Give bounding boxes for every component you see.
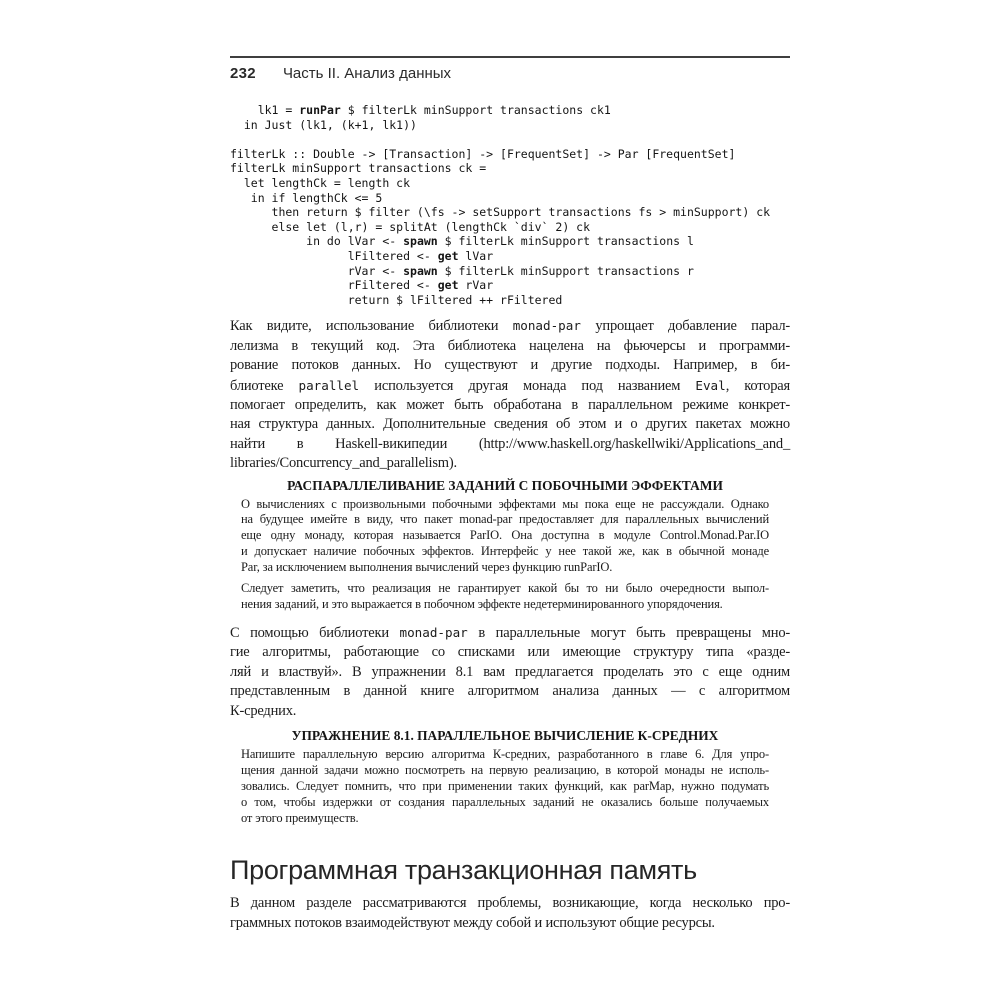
text-line: in do lVar <- spawn $ filterLk minSupport transactions l (230, 234, 694, 249)
sidebar-note-side-effects (241, 478, 769, 613)
text-line: lk1 = runPar $ filterLk minSupport transactions ck1 (230, 103, 611, 117)
section-heading-stm: Программная транзакционная память (230, 855, 697, 886)
exercise-note-kmeans (241, 728, 769, 827)
text-line: in Just (lk1, (k+1, lk1)) (230, 117, 417, 132)
text-line: filterLk minSupport transactions ck = (230, 161, 487, 176)
text-line: Par, за исключением выполнения вычислений через функцию runParIO. (241, 560, 613, 575)
code-block (230, 103, 790, 307)
note-paragraph-1 (241, 497, 769, 577)
text-line (230, 132, 790, 147)
text-line: лелизма в текущий код. Эта библиотека нацелена на фьючерсы и программи- (230, 337, 790, 354)
text-line: let lengthCk = length ck (230, 175, 411, 190)
text-line: in if lengthCk <= 5 (230, 190, 383, 205)
text-line: rVar <- spawn $ filterLk minSupport transactions r (230, 263, 694, 278)
body-paragraph-stm-intro (230, 894, 790, 933)
text-line: помогает определить, как может быть обработана в параллельном режиме конкрет- (230, 396, 790, 413)
text-line: от этого преимуществ. (241, 810, 359, 825)
text-line: return $ lFiltered ++ rFiltered (230, 292, 563, 307)
body-paragraph-algorithms (230, 623, 790, 721)
text-line: Как видите, использование библиотеки monad-par упрощает добавление парал- (230, 318, 791, 335)
text-line: ляй и властвуй». В упражнении 8.1 вам предлагается проделать это с еще одним (230, 663, 790, 680)
page-header (230, 56, 790, 82)
text-line: С помощью библиотеки monad-par в параллельные могут быть превращены мно- (230, 624, 790, 641)
text-line: libraries/Concurrency_and_parallelism). (230, 455, 457, 472)
text-line: then return $ filter (\fs -> setSupport transactions fs > minSupport) ck (230, 205, 771, 220)
text-line: гие алгоритмы, работающие со списками или имеющие структуру типа «разде- (230, 644, 790, 661)
text-line: еще одну монаду, которая называется ParIO. Она доступна в модуле Control.Monad.Par.IO (241, 528, 769, 543)
text-line: О вычислениях с произвольными побочными эффектами мы пока еще не рассуждали. Однако (241, 496, 769, 511)
text-line: щения данной задачи можно посмотреть на первую реализацию, в которой монады не исполь- (241, 762, 769, 777)
text-line: граммных потоков взаимодействуют между собой и используют общие ресурсы. (230, 914, 715, 931)
text-line: блиотеке parallel используется другая монада под названием Eval, которая (230, 377, 790, 394)
text-line: на будущее имейте в виду, что пакет monad-par предоставляет для параллельных вычислений (241, 512, 769, 527)
text-line: представленным в данной книге алгоритмом анализа данных — с алгоритмом (230, 683, 790, 700)
text-line: Следует заметить, что реализация не гарантирует какой бы то ни было очередности выпол- (241, 581, 769, 596)
body-paragraph-monad-par (230, 316, 790, 473)
text-line: рование потоков данных. Но существуют и другие подходы. Например, в би- (230, 357, 790, 374)
text-line: В данном разделе рассматриваются проблемы, возникающие, когда несколько про- (230, 895, 790, 912)
note-paragraph-2 (241, 581, 769, 613)
text-line: К-средних. (230, 702, 297, 719)
exercise-paragraph (241, 747, 769, 827)
text-line: и допускает наличие побочных эффектов. Интерфейс у нее такой же, как в обычной монаде (241, 544, 769, 559)
chapter-title: Часть II. Анализ данных (282, 65, 452, 82)
text-line: нения заданий, и это выражается в побочном эффекте недетерминированного упорядочения. (241, 597, 723, 611)
text-line: Напишите параллельную версию алгоритма К-средних, разработанного в главе 6. Для упро- (241, 746, 769, 761)
text-line: lFiltered <- get lVar (230, 248, 494, 263)
text-line: filterLk :: Double -> [Transaction] -> [FrequentSet] -> Par [FrequentSet] (230, 146, 736, 161)
text-line: ная структура данных. Дополнительные сведения об этом и о других пакетах можно (230, 416, 790, 433)
page-number: 232 (230, 65, 256, 82)
book-page (230, 0, 790, 933)
note-heading: РАСПАРАЛЛЕЛИВАНИЕ ЗАДАНИЙ С ПОБОЧНЫМИ ЭФФЕКТАМИ (287, 477, 723, 493)
text-line: о том, чтобы издержки от создания параллельных заданий не оказались больше получаемых (241, 794, 769, 809)
text-line: else let (l,r) = splitAt (lengthCk `div` 2) ck (230, 219, 591, 234)
text-line: найти в Haskell-википедии (http://www.haskell.org/haskellwiki/Applications_and_ (230, 435, 790, 452)
text-line: зовались. Следует помнить, что при применении таких функций, как parMap, нужно подумать (241, 778, 769, 793)
text-line: rFiltered <- get rVar (230, 278, 494, 293)
exercise-heading: УПРАЖНЕНИЕ 8.1. ПАРАЛЛЕЛЬНОЕ ВЫЧИСЛЕНИЕ К-СРЕДНИХ (291, 727, 719, 743)
